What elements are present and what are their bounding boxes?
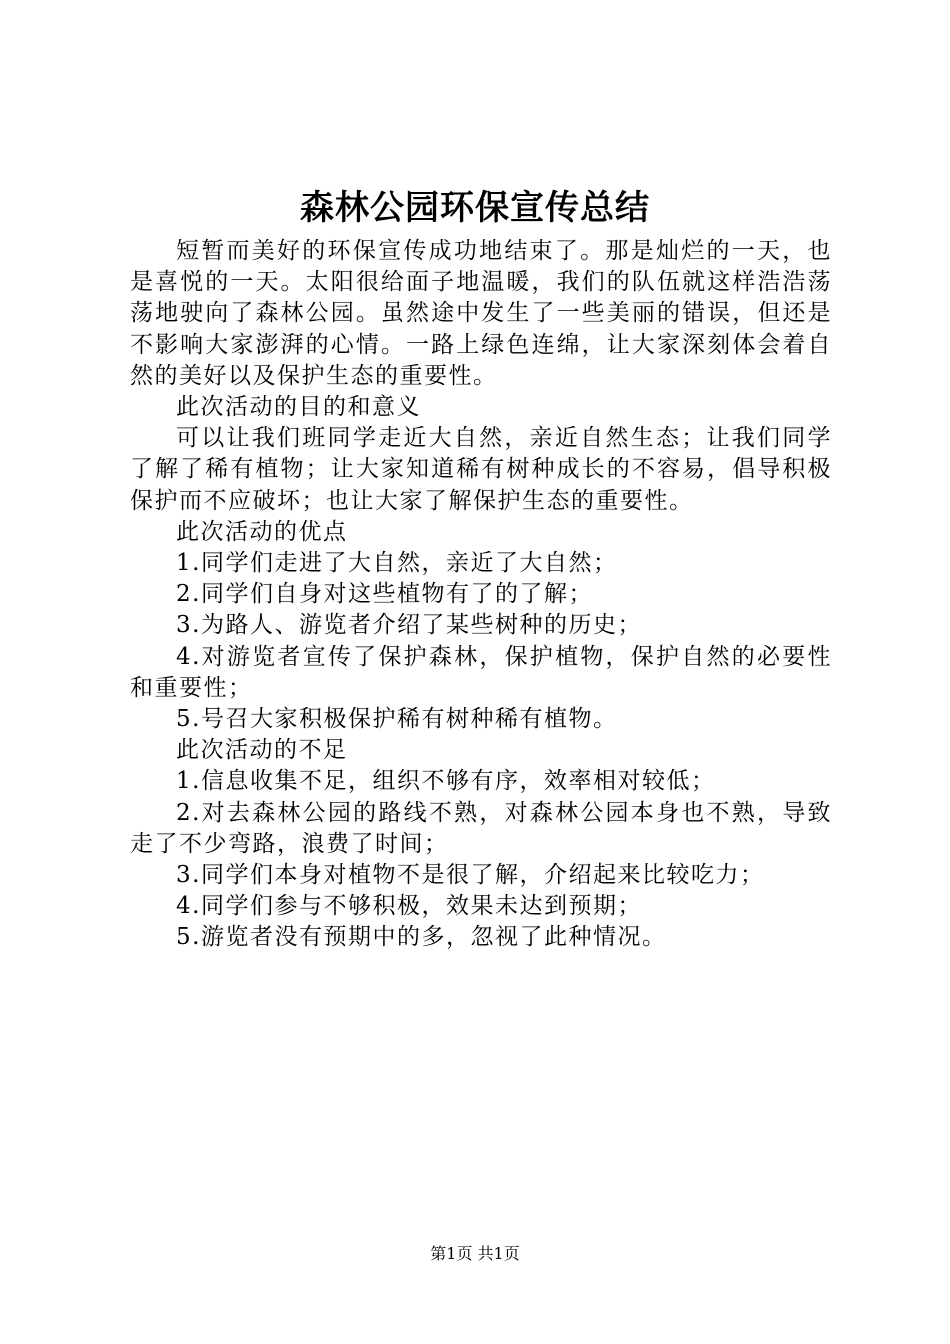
list-item-shortcoming-4: 4.同学们参与不够积极，效果未达到预期； bbox=[176, 893, 642, 920]
list-item-advantage-5: 5.号召大家积极保护稀有树种稀有植物。 bbox=[176, 706, 618, 733]
list-item-shortcoming-2: 2.对去森林公园的路线不熟，对森林公园本身也不熟，导致走了不少弯路，浪费了时间； bbox=[130, 799, 832, 857]
list-item-advantage-3: 3.为路人、游览者介绍了某些树种的历史； bbox=[176, 612, 642, 639]
section-heading-shortcomings: 此次活动的不足 bbox=[176, 737, 348, 764]
paragraph-intro: 短暂而美好的环保宣传成功地结束了。那是灿烂的一天，也是喜悦的一天。太阳很给面子地温暖，我们的队伍就这样浩浩荡荡地驶向了森林公园。虽然途中发生了一些美丽的错误，但还是不影响大家澎湃的心情。一路上绿色连绵，让大家深刻体会着自然的美好以及保护生态的重要性。 bbox=[130, 238, 832, 389]
list-item-shortcoming-5: 5.游览者没有预期中的多，忽视了此种情况。 bbox=[176, 924, 667, 951]
document-title: 森林公园环保宣传总结 bbox=[300, 188, 650, 228]
list-item-advantage-4: 4.对游览者宣传了保护森林，保护植物，保护自然的必要性和重要性； bbox=[130, 643, 832, 701]
section-heading-advantages: 此次活动的优点 bbox=[176, 518, 348, 545]
page-number-footer: 第1页 共1页 bbox=[430, 1244, 520, 1263]
section-heading-purpose: 此次活动的目的和意义 bbox=[176, 394, 421, 421]
list-item-advantage-1: 1.同学们走进了大自然，亲近了大自然； bbox=[176, 550, 618, 577]
list-item-advantage-2: 2.同学们自身对这些植物有了的了解； bbox=[176, 581, 593, 608]
paragraph-purpose: 可以让我们班同学走近大自然，亲近自然生态；让我们同学了解了稀有植物；让大家知道稀有树种成长的不容易，倡导积极保护而不应破坏；也让大家了解保护生态的重要性。 bbox=[130, 425, 832, 514]
list-item-shortcoming-1: 1.信息收集不足，组织不够有序，效率相对较低； bbox=[176, 768, 716, 795]
list-item-shortcoming-3: 3.同学们本身对植物不是很了解，介绍起来比较吃力； bbox=[176, 862, 765, 889]
document-body bbox=[130, 236, 832, 954]
